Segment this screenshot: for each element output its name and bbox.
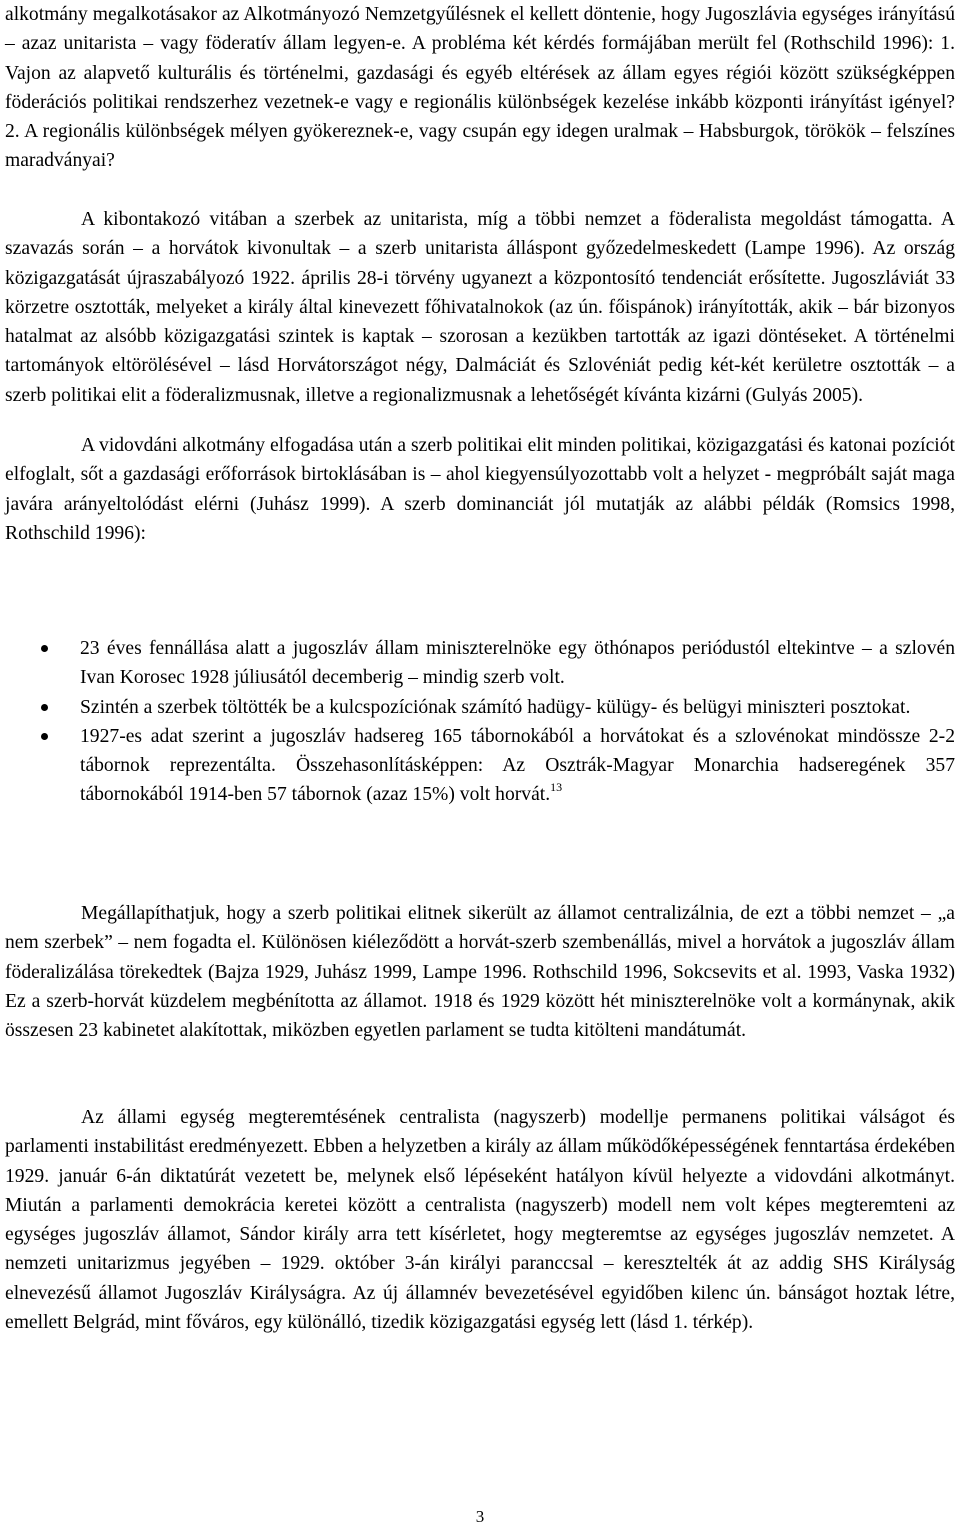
bullet-icon [41, 733, 48, 740]
bullet-text: Szintén a szerbek töltötték be a kulcspozíciónak számító hadügy- külügy- és belügyi miniszteri posztokat. [80, 696, 911, 718]
bullet-text: 1927-es adat szerint a jugoszláv hadsereg 165 tábornokából a horvátokat és a szlovénokat mindössze 2-2 tábornok reprezentálta. Összehasonlításképpen: Az Osztrák-Magyar Monarchia hadseregének 357 tábornokából 1914-ben 57 tábornok (azaz 15%) volt horvát. [80, 725, 955, 806]
paragraph-2: A kibontakozó vitában a szerbek az unitarista, míg a többi nemzet a föderalista megoldást támogatta. A szavazás során – a horvátok kivonultak – a szerb unitarista álláspont győzedelmeskedett (Lampe 1996). Az ország közigazgatását újraszabályozó 1922. április 28-i törvény ugyanezt a központosító tendenciát erősítette. Jugoszláviát 33 körzetre osztották, melyeket a király által kinevezett főhivatalnokok (az ún. főispánok) irányították, akik – bár bizonyos hatalmat az alsóbb közigazgatási szintek is kaptak – szorosan a kezükben tartották az igazi döntéseket. A történelmi tartományok eltörölésével – lásd Horvátországot négy, Dalmáciát és Szlovéniát pedig két-két kerületre osztották – a szerb politikai elit a föderalizmusnak, illetve a regionalizmusnak a lehetőségét kívánta kizárni (Gulyás 2005). [5, 209, 955, 406]
list-item [0, 722, 955, 810]
list-item [0, 634, 955, 693]
bullet-icon [41, 645, 48, 652]
bullet-list [0, 634, 955, 810]
paragraph-4: Megállapíthatjuk, hogy a szerb politikai elitnek sikerült az államot centralizálnia, de ezt a többi nemzet – „a nem szerbek” – nem fogadta el. Különösen kiéleződött a horvát-szerb szembenállás, mivel a horvátok a jugoszláv állam föderalizálása törekedtek (Bajza 1929, Juhász 1999, Lampe 1996. Rothschild 1996, Sokcsevits et al. 1993, Vaska 1932) Ez a szerb-horvát küzdelem megbénította az államot. 1918 és 1929 között hét miniszterelnöke volt a kormánynak, akik összesen 23 kabinetet alakítottak, miközben egyetlen parlament se tudta kitölteni mandátumát. [5, 903, 955, 1042]
paragraph-3: A vidovdáni alkotmány elfogadása után a szerb politikai elit minden politikai, közigazgatási és katonai pozíciót elfoglalt, sőt a gazdasági erőforrások birtoklásában is – ahol kiegyensúlyozottabb volt a helyzet - megpróbált saját maga javára arányeltolódást elérni (Juhász 1999). A szerb dominanciát jól mutatják az alábbi példák (Romsics 1998, Rothschild 1996): [5, 435, 955, 544]
list-item [0, 693, 955, 722]
footnote-reference[interactable]: 13 [550, 780, 563, 795]
paragraph-1: alkotmány megalkotásakor az Alkotmányozó Nemzetgyűlésnek el kellett dönteni​e, hogy Jugoszlávia egységes irányítású – azaz unitarista – vagy föderatív állam legyen-e. A probléma két kérdés formájában merült fel (Rothschild 1996): 1. Vajon az alapvető kulturális és történelmi, gazdasági és egyéb eltérések az állam egyes régiói között szükségképpen föderációs politikai rendszerhez vezetnek-e vagy e regionális különbségek kezelése inkább központi irányítást igényel? 2. A regionális különbségek mélyen gyökereznek-e, vagy csupán egy idegen uralmak – Habsburgok, törökök – felszínes maradványai? [5, 4, 955, 172]
page-number: 3 [475, 1507, 485, 1526]
bullet-text: 23 éves fennállása alatt a jugoszláv állam miniszterelnöke egy öthónapos periódustól eltekintve – a szlovén Ivan Korosec 1928 júliusától decemberig – mindig szerb volt. [80, 638, 955, 689]
paragraph-5: Az állami egység megteremtésének centralista (nagyszerb) modellje permanens politikai válságot és parlamenti instabilitást eredményezett. Ebben a helyzetben a király az állam működőképességének fenntartása érdekében 1929. január 6-án diktatúrát vezetett be, melynek első lépéseként hatályon kívül helyezte a vidovdáni alkotmányt. Miután a parlamenti demokrácia keretei között a centralista (nagyszerb) modell nem volt képes megteremteni az egységes jugoszláv államot, Sándor király arra tett kísérletet, hogy megteremtse az egységes jugoszláv nemzetet. A nemzeti unitarizmus jegyében – 1929. október 3-án királyi paranccsal – keresztelték át az addig SHS Királyság elnevezésű államot Jugoszláv Királyságra. Az új államnév bevezetésével egyidőben kilenc ún. bánságot hoztak létre, emellett Belgrád, mint főváros, egy különálló, tizedik közigazgatási egység lett (lásd 1. térkép). [5, 1107, 955, 1334]
bullet-icon [41, 704, 48, 711]
